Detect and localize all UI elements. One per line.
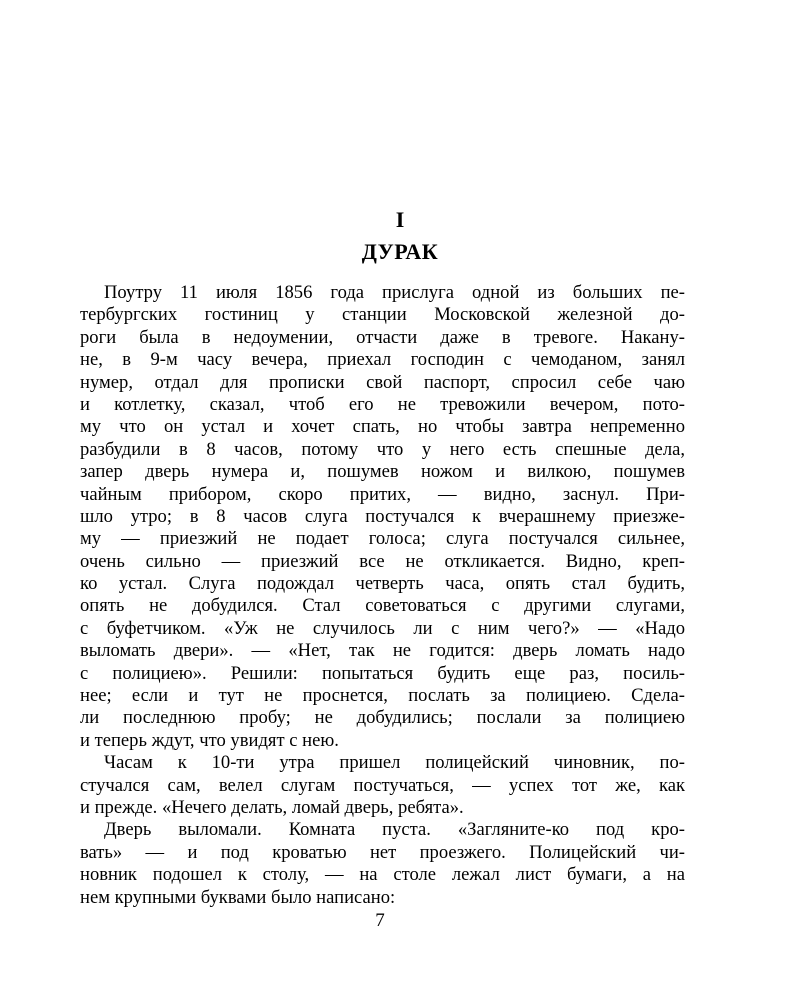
text-line: и прежде. «Нечего делать, ломай дверь, ребята».	[80, 796, 464, 818]
text-line: с буфетчиком. «Уж не случилось ли с ним чего?» — «Надо	[80, 617, 685, 639]
text-line: ко устал. Слуга подождал четверть часа, опять стал будить,	[80, 573, 685, 595]
text-line: выломать двери». — «Нет, так не годится: дверь ломать надо	[80, 640, 685, 662]
chapter-number: I	[395, 207, 405, 232]
text-line: и теперь ждут, что увидят с нею.	[80, 729, 339, 751]
text-line: шло утро; в 8 часов слуга постучался к вчерашнему приезже-	[80, 505, 685, 527]
text-line: чайным прибором, скоро притих, — видно, заснул. При-	[80, 483, 685, 505]
text-line: нем крупными буквами было написано:	[80, 886, 396, 908]
text-line: нее; если и тут не проснется, послать за полициею. Сдела-	[80, 685, 685, 707]
page-number: 7	[375, 910, 385, 931]
text-line: и котлетку, сказал, чтоб его не тревожили вечером, пото-	[80, 393, 685, 415]
text-line: вать» — и под кроватью нет проезжего. Полицейский чи-	[80, 841, 685, 863]
text-line: очень сильно — приезжий все не откликается. Видно, креп-	[80, 550, 685, 572]
text-line: Поутру 11 июля 1856 года прислуга одной из больших пе-	[104, 282, 685, 303]
text-line: роги была в недоумении, отчасти даже в тревоге. Накану-	[80, 326, 685, 348]
text-line: с полициею». Решили: попытаться будить еще раз, посиль-	[80, 662, 685, 684]
text-line: не, в 9-м часу вечера, приехал господин с чемоданом, занял	[80, 349, 685, 371]
text-line: опять не добудился. Стал советоваться с другими слугами,	[80, 595, 685, 617]
text-line: тербургских гостиниц у станции Московской железной до-	[80, 304, 685, 326]
text-line: нумер, отдал для прописки свой паспорт, спросил себе чаю	[80, 371, 685, 393]
text-line: разбудили в 8 часов, потому что у него есть спешные дела,	[80, 438, 685, 460]
text-line: Дверь выломали. Комната пуста. «Загляните-ко под кро-	[104, 819, 685, 841]
text-line: му что он устал и хочет спать, но чтобы завтра непременно	[80, 416, 685, 438]
text-line: запер дверь нумера и, пошумев ножом и вилкою, пошумев	[80, 461, 685, 483]
chapter-title: ДУРАК	[361, 239, 439, 264]
text-line: стучался сам, велел слугам постучаться, — успех тот же, как	[80, 774, 685, 796]
text-line: ли последнюю пробу; не добудились; послали за полициею	[80, 707, 685, 729]
text-line: му — приезжий не подает голоса; слуга постучался сильнее,	[80, 528, 685, 550]
body-text	[80, 282, 685, 909]
text-line: новник подошел к столу, — на столе лежал лист бумаги, а на	[80, 864, 685, 886]
text-line: Часам к 10-ти утра пришел полицейский чиновник, по-	[104, 752, 685, 774]
